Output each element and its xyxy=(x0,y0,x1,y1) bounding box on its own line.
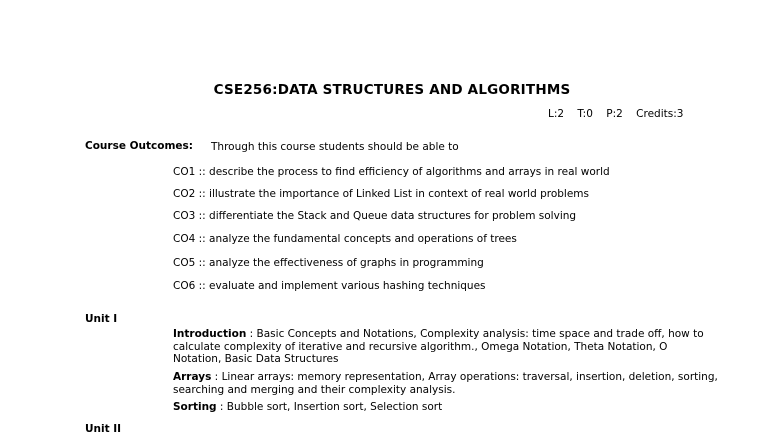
topic-text: Bubble sort, Insertion sort, Selection sort xyxy=(226,401,443,413)
topic-separator: : xyxy=(246,328,257,340)
topic-separator: : xyxy=(211,371,222,383)
topic-heading: Arrays xyxy=(173,371,212,383)
topic-text: Basic Concepts and Notations, Complexity analysis: time space and trade off, how to calculate complexity of iterative and recursive algorithm., Omega Notation, Theta Notation, O Notation, Basic Data Structures xyxy=(173,328,704,365)
course-outcome-6: CO6 :: evaluate and implement various hashing techniques xyxy=(173,280,486,292)
lecture-hours: L:2 xyxy=(548,108,565,120)
course-title: CSE256:DATA STRUCTURES AND ALGORITHMS xyxy=(213,82,571,98)
unit-1-topic-introduction xyxy=(173,328,718,366)
unit-2-label: Unit II xyxy=(85,423,122,435)
course-outcome-2: CO2 :: illustrate the importance of Linked List in context of real world problems xyxy=(173,188,590,200)
course-outcome-1: CO1 :: describe the process to find efficiency of algorithms and arrays in real world xyxy=(173,166,610,178)
course-outcome-5: CO5 :: analyze the effectiveness of graphs in programming xyxy=(173,257,484,269)
unit-1-topic-sorting xyxy=(173,401,718,414)
course-outcome-3: CO3 :: differentiate the Stack and Queue data structures for problem solving xyxy=(173,210,577,222)
course-outcomes-label: Course Outcomes: xyxy=(85,140,193,152)
topic-heading: Sorting xyxy=(173,401,217,413)
unit-1-topic-arrays xyxy=(173,371,718,396)
total-credits: Credits:3 xyxy=(636,108,684,120)
course-outcomes-intro: Through this course students should be able to xyxy=(211,141,459,153)
course-outcome-4: CO4 :: analyze the fundamental concepts and operations of trees xyxy=(173,233,517,245)
unit-1-label: Unit I xyxy=(85,313,118,325)
topic-separator: : xyxy=(216,401,227,413)
credits-line xyxy=(548,108,693,120)
topic-heading: Introduction xyxy=(173,328,247,340)
practical-hours: P:2 xyxy=(606,108,623,120)
tutorial-hours: T:0 xyxy=(577,108,593,120)
topic-text: Linear arrays: memory representation, Array operations: traversal, insertion, deletion, sorting, searching and merging and their complexity analysis. xyxy=(173,371,718,396)
